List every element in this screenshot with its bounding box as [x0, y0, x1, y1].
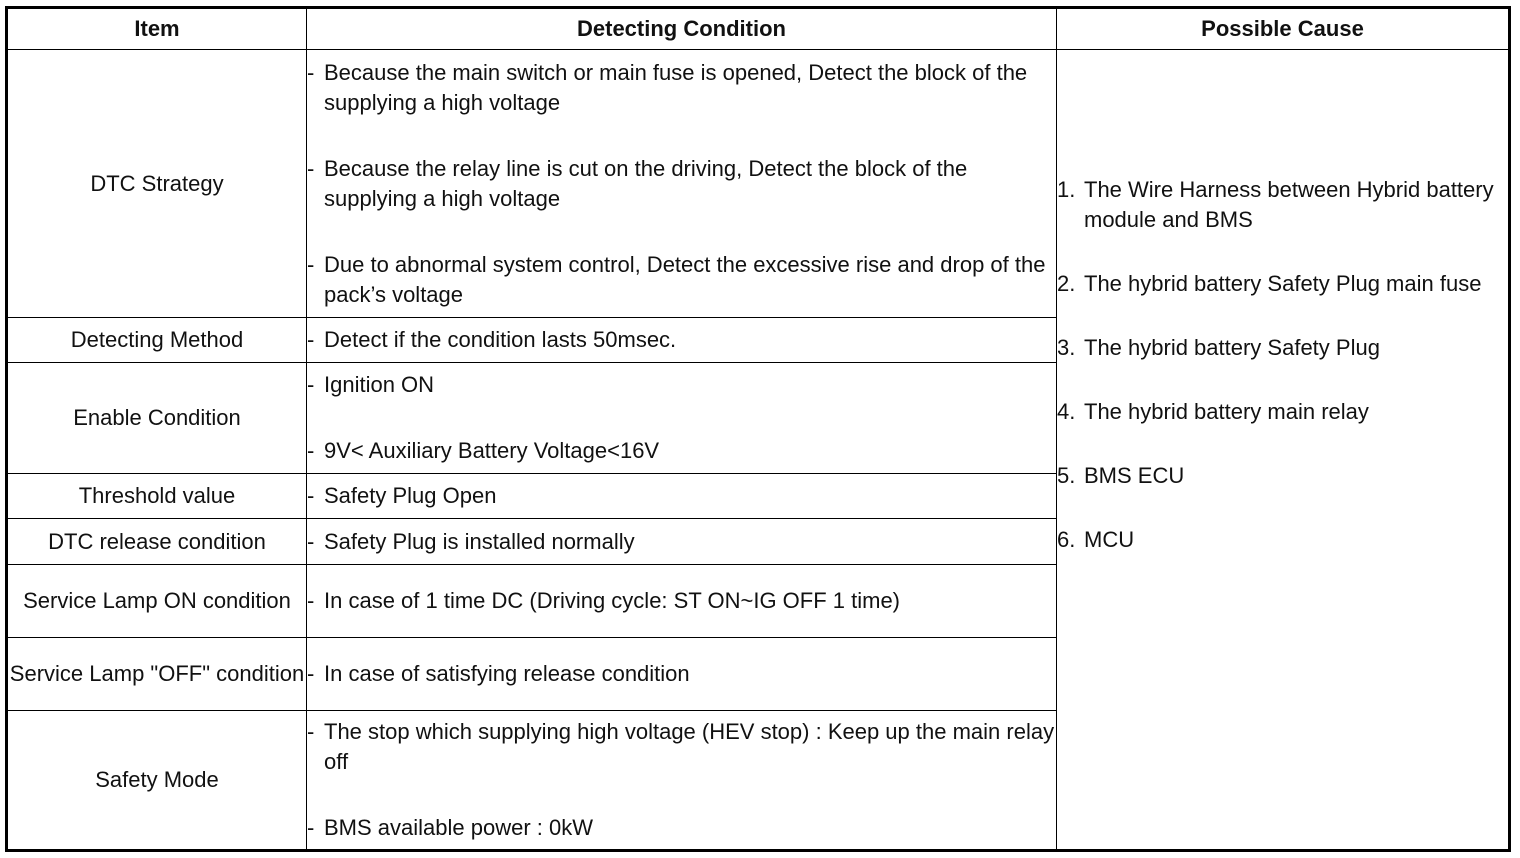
item-cell: Detecting Method: [7, 318, 307, 363]
bullet-dash: -: [307, 588, 315, 613]
cause-item: 5. BMS ECU: [1057, 462, 1185, 488]
header-possible-cause: Possible Cause: [1057, 8, 1510, 50]
table-header-row: [7, 8, 1510, 50]
bullet-dash: -: [307, 372, 315, 397]
condition-cell: [307, 318, 1057, 363]
bullet-dash: -: [307, 483, 315, 508]
item-cell: DTC release condition: [7, 519, 307, 565]
header-detecting-condition: Detecting Condition: [307, 8, 1057, 50]
item-cell: DTC Strategy: [7, 50, 307, 318]
condition-bullet: - 9V< Auxiliary Battery Voltage<16V: [307, 436, 1056, 466]
cause-item: 3. The hybrid battery Safety Plug: [1057, 334, 1380, 360]
cause-item: 4. The hybrid battery main relay: [1057, 398, 1369, 424]
condition-bullet: - Because the main switch or main fuse is opened, Detect the block of the supplying a high voltage: [307, 58, 1056, 118]
condition-bullet: - Because the relay line is cut on the driving, Detect the block of the supplying a high voltage: [307, 154, 1056, 214]
table-row-dtc-strategy: [7, 50, 1510, 318]
bullet-dash: -: [307, 155, 315, 181]
condition-cell: [307, 363, 1057, 474]
condition-bullet: - Ignition ON: [307, 370, 1056, 400]
condition-bullet: - The stop which supplying high voltage (HEV stop) : Keep up the main relay off: [307, 717, 1056, 777]
item-cell: Threshold value: [7, 474, 307, 519]
possible-cause-cell: [1057, 50, 1510, 851]
condition-bullet: - Detect if the condition lasts 50msec.: [307, 325, 1056, 355]
bullet-dash: -: [307, 815, 315, 840]
header-item: Item: [7, 8, 307, 50]
condition-bullet: - In case of satisfying release condition: [307, 659, 1056, 689]
bullet-dash: -: [307, 59, 315, 85]
item-cell: Enable Condition: [7, 363, 307, 474]
possible-cause-list: [1057, 175, 1508, 725]
condition-cell: [307, 565, 1057, 638]
condition-bullet: - In case of 1 time DC (Driving cycle: ST ON~IG OFF 1 time): [307, 586, 1056, 616]
condition-bullet: - BMS available power : 0kW: [307, 813, 1056, 843]
cause-item: 2. The hybrid battery Safety Plug main fuse: [1057, 270, 1482, 296]
dtc-table-container: [5, 6, 1511, 852]
bullet-dash: -: [307, 327, 315, 352]
condition-cell: [307, 711, 1057, 851]
bullet-dash: -: [307, 251, 315, 277]
bullet-dash: -: [307, 661, 315, 686]
condition-cell: [307, 50, 1057, 318]
condition-bullet: - Due to abnormal system control, Detect the excessive rise and drop of the pack’s voltage: [307, 250, 1056, 310]
item-cell: Safety Mode: [7, 711, 307, 851]
condition-cell: [307, 638, 1057, 711]
bullet-dash: -: [307, 719, 315, 744]
condition-bullet: - Safety Plug is installed normally: [307, 527, 1056, 557]
item-cell: Service Lamp ON condition: [7, 565, 307, 638]
item-cell: Service Lamp "OFF" condition: [7, 638, 307, 711]
dtc-table: [5, 6, 1511, 852]
bullet-dash: -: [307, 438, 315, 463]
cause-item: 6. MCU: [1057, 526, 1135, 552]
condition-cell: [307, 474, 1057, 519]
condition-cell: [307, 519, 1057, 565]
bullet-dash: -: [307, 528, 315, 554]
cause-item: 1. The Wire Harness between Hybrid battery module and BMS: [1057, 176, 1494, 232]
condition-bullet: - Safety Plug Open: [307, 481, 1056, 511]
